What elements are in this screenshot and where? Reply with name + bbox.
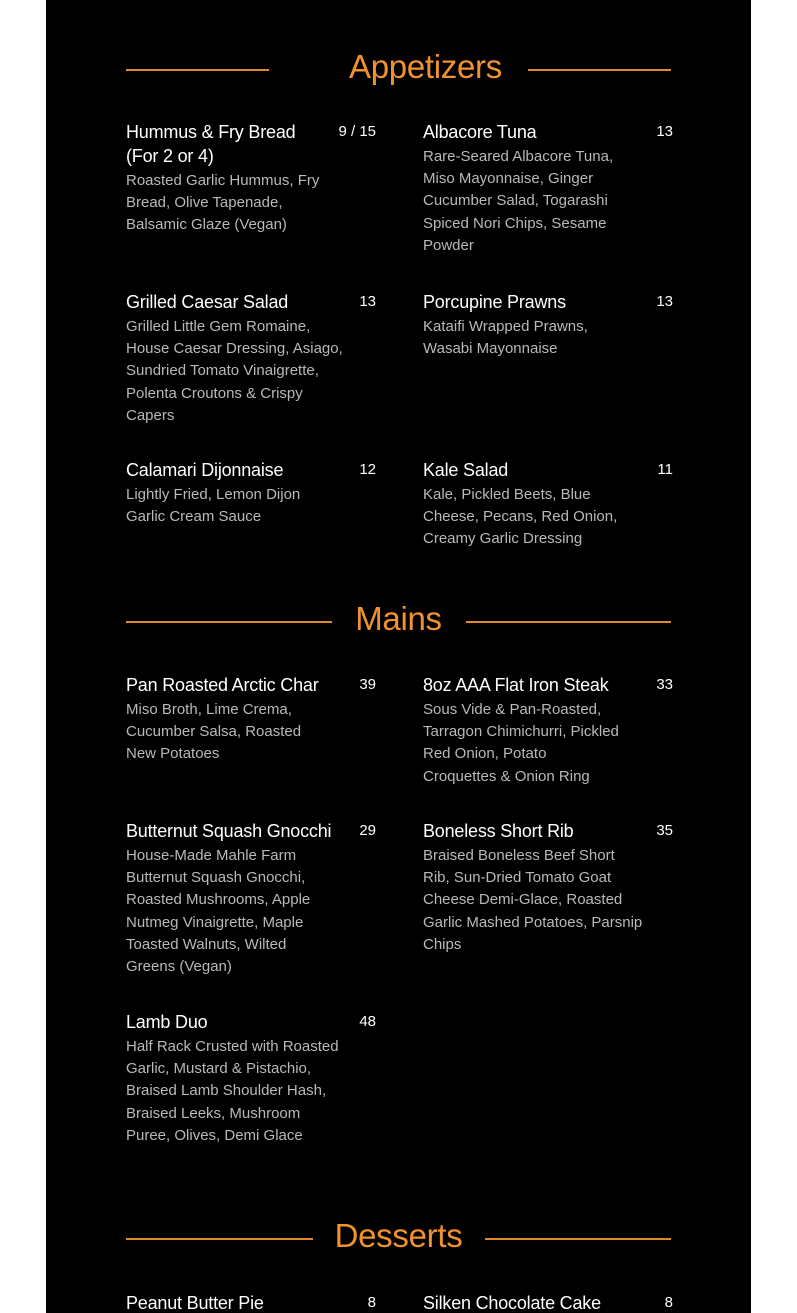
item-price: 48 (359, 1013, 376, 1030)
menu-item (126, 120, 376, 237)
menu-item (126, 1010, 376, 1147)
menu-item (423, 290, 673, 360)
item-name: Kale Salad (423, 460, 509, 480)
item-name: Hummus & Fry Bread (For 2 or 4) (126, 122, 296, 166)
appetizers-header (126, 47, 671, 91)
item-name: Albacore Tuna (423, 122, 537, 142)
item-name: Peanut Butter Pie (126, 1293, 264, 1313)
menu-item (423, 120, 673, 257)
section-title-appetizers: Appetizers (349, 48, 502, 85)
item-name: Silken Chocolate Cake (423, 1293, 601, 1313)
section-title-mains: Mains (355, 600, 442, 637)
section-title-desserts: Desserts (334, 1217, 463, 1254)
item-name: Lamb Duo (126, 1012, 208, 1032)
menu-item (126, 819, 376, 978)
menu-item (423, 673, 673, 788)
item-name: Grilled Caesar Salad (126, 292, 289, 312)
item-name: Boneless Short Rib (423, 821, 574, 841)
item-description: House-Made Mahle Farm Butternut Squash Gnocchi, Roasted Mushrooms, Apple Nutmeg Vinaigrette, Maple Toasted Walnuts, Wilted Greens (Vegan) (126, 847, 311, 976)
menu-item (423, 819, 673, 956)
item-price: 29 (359, 822, 376, 839)
item-description: Rare-Seared Albacore Tuna, Miso Mayonnaise, Ginger Cucumber Salad, Togarashi Spiced Nori Chips, Sesame Powder (423, 148, 614, 254)
menu-item (126, 1291, 376, 1313)
item-name: Porcupine Prawns (423, 292, 566, 312)
item-price: 35 (656, 822, 673, 839)
item-description: Braised Boneless Beef Short Rib, Sun-Dried Tomato Goat Cheese Demi-Glace, Roasted Garlic Mashed Potatoes, Parsnip Chips (423, 847, 643, 953)
menu-item (423, 458, 673, 551)
item-description: Half Rack Crusted with Roasted Garlic, Mustard & Pistachio, Braised Lamb Shoulder Hash, Braised Leeks, Mushroom Puree, Olives, Demi Glace (126, 1038, 339, 1144)
menu-item (126, 290, 376, 427)
item-description: Kataifi Wrapped Prawns, Wasabi Mayonnaise (423, 318, 588, 358)
item-description: Kale, Pickled Beets, Blue Cheese, Pecans, Red Onion, Creamy Garlic Dressing (423, 486, 618, 548)
item-price: 33 (656, 676, 673, 693)
item-price: 39 (359, 676, 376, 693)
item-description: Sous Vide & Pan-Roasted, Tarragon Chimichurri, Pickled Red Onion, Potato Croquettes & Onion Ring (423, 701, 619, 785)
item-description: Lightly Fried, Lemon Dijon Garlic Cream Sauce (126, 486, 301, 526)
item-price: 13 (656, 123, 673, 140)
item-name: Butternut Squash Gnocchi (126, 821, 332, 841)
desserts-header (126, 1216, 671, 1260)
item-name: Pan Roasted Arctic Char (126, 675, 319, 695)
item-price: 12 (359, 461, 376, 478)
item-name: 8oz AAA Flat Iron Steak (423, 675, 609, 695)
item-price: 13 (656, 293, 673, 310)
mains-header (126, 599, 671, 643)
menu-item (423, 1291, 673, 1313)
item-description: Roasted Garlic Hummus, Fry Bread, Olive Tapenade, Balsamic Glaze (Vegan) (126, 172, 320, 234)
menu-item (126, 458, 376, 528)
item-name: Calamari Dijonnaise (126, 460, 284, 480)
item-price: 13 (359, 293, 376, 310)
item-price: 9 / 15 (338, 123, 376, 140)
menu-panel (46, 0, 751, 1313)
item-price: 11 (657, 461, 673, 478)
item-description: Miso Broth, Lime Crema, Cucumber Salsa, Roasted New Potatoes (126, 701, 302, 763)
item-description: Grilled Little Gem Romaine, House Caesar Dressing, Asiago, Sundried Tomato Vinaigrette, Polenta Croutons & Crispy Capers (126, 318, 343, 424)
item-price: 8 (367, 1294, 376, 1311)
menu-item (126, 673, 376, 766)
item-price: 8 (664, 1294, 673, 1311)
